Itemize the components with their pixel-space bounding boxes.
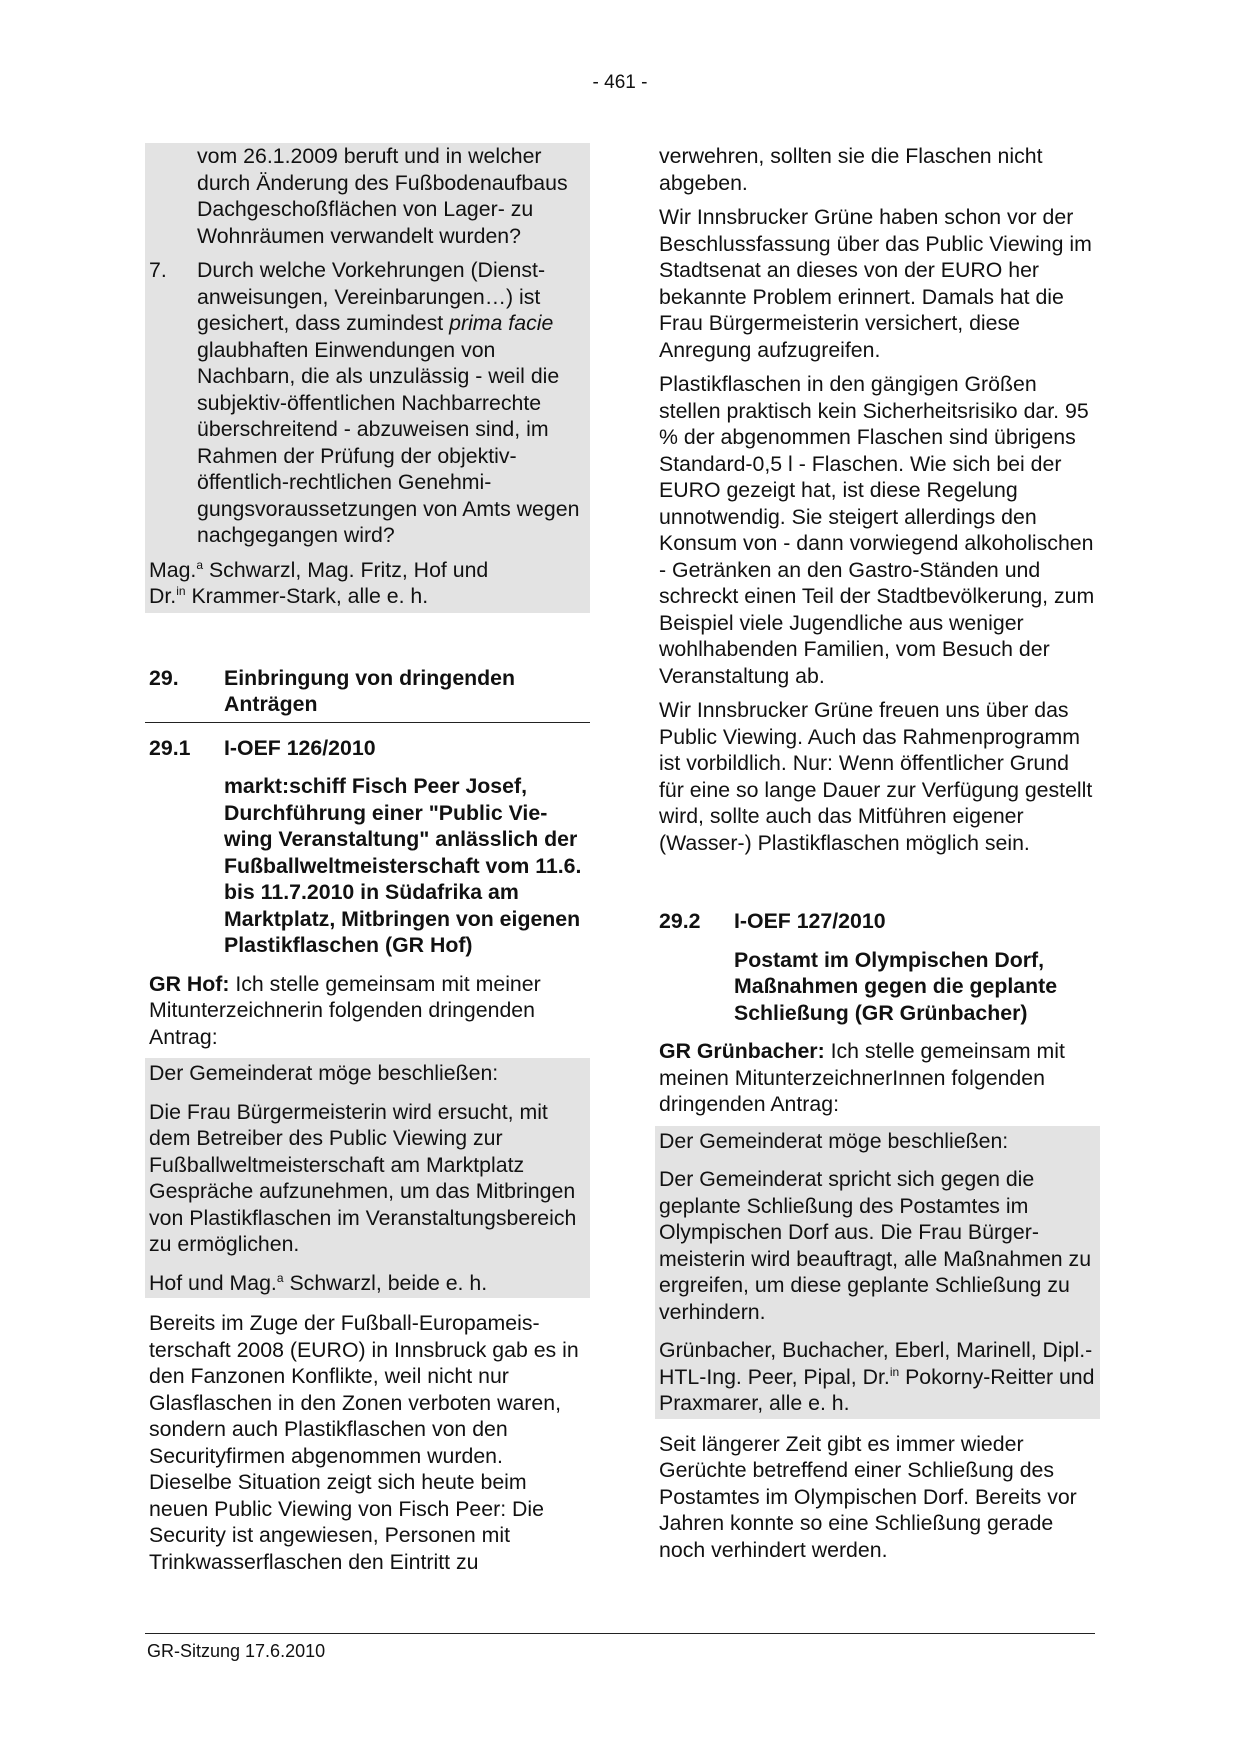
- item-29-2-intro: [655, 1038, 1100, 1118]
- question-7-number: 7.: [149, 258, 167, 282]
- item-29-2-intro-text: Ich stelle gemeinsam mit meinen MitunterzeichnerInnen folgenden dringenden Antrag:: [659, 1039, 1065, 1116]
- page-number: - 461 -: [592, 72, 648, 93]
- motion-signers-2: [655, 1335, 1100, 1419]
- question-7-text-b: glaubhaften Einwendungen von Nachbarn, die als unzulässig - weil die subjektiv-öffentlichen Nachbarrechte überschreitend - abzuweisen sind, im Rahmen der Prüfung der objektiv-öffentlich-rechtlichen Genehmigungsvoraussetzungen von Amts wegen nachgegangen wird?: [197, 337, 580, 547]
- footer-session-date: GR-Sitzung 17.6.2010: [147, 1641, 326, 1661]
- section-29-number: 29.: [149, 665, 179, 690]
- inquiry-signers: [145, 557, 590, 610]
- question-7-emphasis: prima facie: [449, 311, 554, 335]
- motion-signers-sup: a: [276, 1270, 284, 1285]
- question-7-text-a: Durch welche Vorkehrungen (Dienstanweisungen, Vereinbarungen…) ist gesichert, dass zumindest: [197, 258, 546, 335]
- motion-text: Die Frau Bürgermeisterin wird ersucht, mit dem Betreiber des Public Viewing zur Fußballweltmeisterschaft am Marktplatz Gespräche aufzunehmen, um das Mitbringen von Plastikflaschen im Veranstaltungsbereich zu ermöglichen.: [149, 1099, 577, 1256]
- motion-signers-a: Hof und Mag.: [149, 1270, 277, 1295]
- motion-heading-2: Der Gemeinderat möge beschließen:: [659, 1128, 1009, 1153]
- signer-title-dr: Dr.: [149, 584, 177, 608]
- motion-box-29-2: [655, 1126, 1100, 1419]
- motion-signers: [145, 1268, 590, 1299]
- motion-box-29-1: [145, 1058, 590, 1298]
- item-29-1-intro: [145, 971, 590, 1051]
- question-7: [145, 257, 590, 549]
- speaker-gr-gruenbacher: GR Grünbacher:: [659, 1039, 825, 1063]
- motion-text-2: Der Gemeinderat spricht sich gegen die geplante Schließung des Postamtes im Olympischen Dorf aus. Die Frau Bürgermeisterin wird beauftragt, alle Maßnahmen zu ergreifen, um diese geplante Schließung zu verhindern.: [659, 1167, 1092, 1324]
- item-29-1-number: 29.1: [149, 735, 191, 760]
- speaker-gr-hof: GR Hof:: [149, 971, 230, 996]
- motion-signers-b: Schwarzl, beide e. h.: [283, 1270, 488, 1295]
- inquiry-block: [145, 143, 590, 613]
- motion-heading: Der Gemeinderat möge beschließen:: [149, 1061, 499, 1085]
- footer-divider: [145, 1633, 1095, 1634]
- section-29-heading: [145, 665, 590, 723]
- item-29-1-paragraph-1: Bereits im Zuge der Fußball-Europameisterschaft 2008 (EURO) in Innsbruck gab es in den Fanzonen Konflikte, weil nicht nur Glasflaschen in den Zonen verboten waren, sondern auch Plastikflaschen von den Securityfirmen abgenommen wurden. Dieselbe Situation zeigt sich heute beim neuen Public Viewing von Fisch Peer: Die Security ist angewiesen, Personen mit Trinkwasserflaschen den Eintritt zu: [149, 1311, 579, 1574]
- item-29-2-paragraph-1: Seit längerer Zeit gibt es immer wieder Gerüchte betreffend einer Schließung des Postamtes im Olympischen Dorf. Bereits vor Jahren konnte so eine Schließung gerade noch verhindert werden.: [659, 1431, 1077, 1562]
- right-paragraph-continuation: verwehren, sollten sie die Flaschen nicht abgeben.: [659, 144, 1043, 195]
- question-7-text: [197, 257, 590, 549]
- signer-line-2: Krammer-Stark, alle e. h.: [185, 584, 429, 608]
- item-29-1-intro-text: Ich stelle gemeinsam mit meiner Mitunterzeichnerin folgenden dringenden Antrag:: [149, 971, 541, 1049]
- left-column: [145, 143, 590, 1575]
- signer-sup-a: a: [196, 557, 204, 572]
- item-29-2-code: I-OEF 127/2010: [734, 909, 886, 933]
- right-paragraph-2: Wir Innsbrucker Grüne haben schon vor der Beschlussfassung über das Public Viewing im Stadtsenat an dieses von der EURO her bekannte Problem erinnert. Damals hat die Frau Bürgermeisterin versichert, diese Anregung aufzugreifen.: [659, 205, 1092, 362]
- signer-title-mag: Mag.: [149, 557, 197, 582]
- right-paragraph-3: Plastikflaschen in den gängigen Größen stellen praktisch kein Sicherheitsrisiko dar. 95 % der abgenommen Flaschen sind übrigens Standard-0,5 l - Flaschen. Wie sich bei der EURO gezeigt hat, ist diese Regelung unnotwendig. Sie steigert allerdings den Konsum von - dann vorwiegend alkoholischen - Getränken an den Gastro-Ständen und schreckt einen Teil der Stadtbevölkerung, zum Beispiel viele Jugendliche aus weniger wohlhabenden Familien, vom Besuch der Veranstaltung ab.: [659, 372, 1095, 688]
- motion-signers-2-a: Grünbacher, Buchacher, Eberl, Marinell, Dipl.-HTL-Ing. Peer, Pipal, Dr.: [659, 1338, 1093, 1389]
- item-29-1-title: markt:schiff Fisch Peer Josef, Durchführung einer "Public Viewing Veranstaltung" anlässlich der Fußballweltmeisterschaft vom 11.6. bis 11.7.2010 in Südafrika am Marktplatz, Mitbringen von eigenen Plastikflaschen (GR Hof): [224, 774, 582, 957]
- motion-signers-2-sup: in: [889, 1364, 900, 1379]
- item-29-1-code: I-OEF 126/2010: [224, 735, 376, 760]
- item-29-1-heading: [145, 735, 590, 762]
- question-6-continuation: vom 26.1.2009 beruft und in welcher durch Änderung des Fußbodenaufbaus Dachgeschoßflächen von Lager- zu Wohnräumen verwandelt wurden?: [197, 144, 568, 248]
- signer-line-1: Schwarzl, Mag. Fritz, Hof und: [203, 557, 489, 582]
- right-paragraph-4: Wir Innsbrucker Grüne freuen uns über das Public Viewing. Auch das Rahmenprogramm ist vorbildlich. Nur: Wenn öffentlicher Grund für eine so lange Dauer zur Verfügung gestellt wird, sollte auch das Mitführen eigener (Wasser-) Plastikflaschen möglich sein.: [659, 698, 1093, 855]
- section-29-title: Einbringung von dringenden Anträgen: [224, 665, 516, 716]
- item-29-2-heading: [655, 908, 1100, 935]
- signer-sup-in: in: [176, 583, 186, 598]
- motion-signers-2-b: Pokorny-Reitter und Praxmarer, alle e. h.: [659, 1364, 1095, 1415]
- item-29-2-title: Postamt im Olympischen Dorf, Maßnahmen gegen die geplante Schließung (GR Grünbacher): [734, 947, 1058, 1025]
- right-column: [655, 143, 1100, 1563]
- item-29-2-number: 29.2: [659, 909, 701, 933]
